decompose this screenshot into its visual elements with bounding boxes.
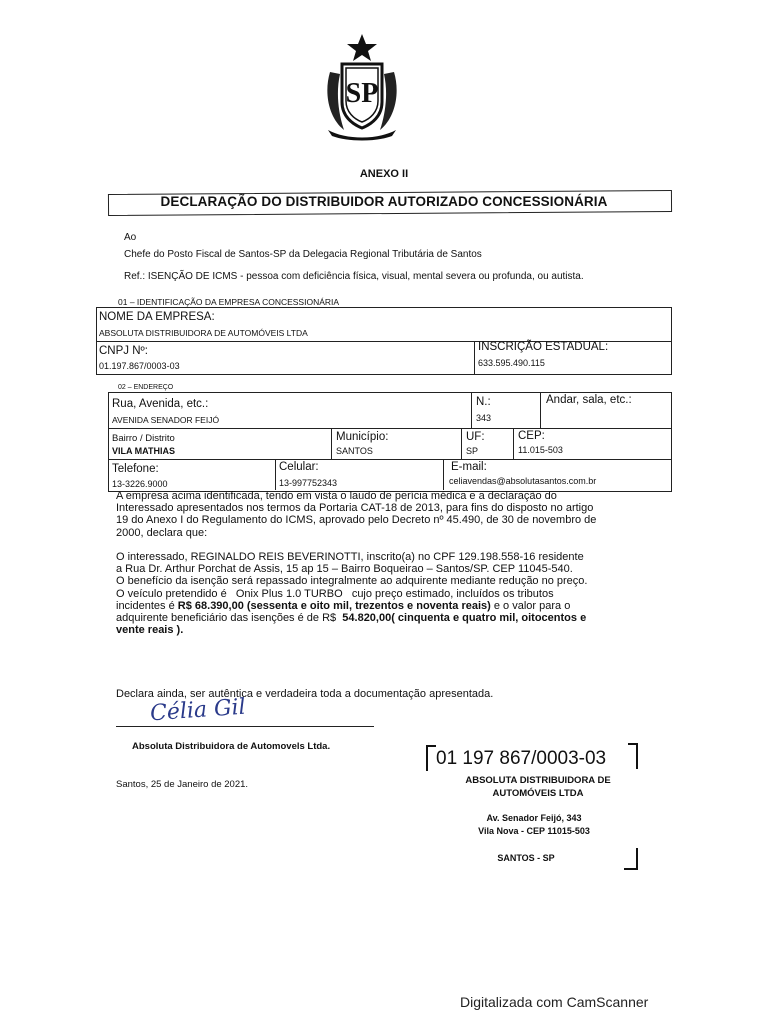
email-value: celiavendas@absolutasantos.com.br bbox=[449, 476, 597, 486]
phone-value: 13-3226.9000 bbox=[112, 479, 168, 489]
stamp-company-line2: AUTOMÓVEIS LTDA bbox=[492, 788, 584, 799]
salutation: Ao bbox=[124, 232, 137, 243]
divider bbox=[275, 459, 276, 490]
divider bbox=[108, 428, 671, 429]
cep-label: CEP: bbox=[518, 430, 545, 442]
divider bbox=[474, 341, 475, 374]
city-label: Município: bbox=[336, 431, 389, 443]
street-label: Rua, Avenida, etc.: bbox=[112, 398, 209, 410]
email-label: E-mail: bbox=[451, 461, 487, 473]
cep-value: 11.015-503 bbox=[518, 445, 563, 455]
number-value: 343 bbox=[476, 413, 492, 423]
handwritten-signature: Célia Gil bbox=[149, 694, 247, 727]
city-value: SANTOS bbox=[336, 446, 373, 456]
divider bbox=[513, 428, 514, 459]
company-name-label: NOME DA EMPRESA: bbox=[99, 311, 215, 323]
camscanner-watermark: Digitalizada com CamScanner bbox=[460, 994, 649, 1010]
divider bbox=[331, 428, 332, 459]
stamp-company-line1: ABSOLUTA DISTRIBUIDORA DE bbox=[465, 775, 611, 786]
cnpj-value: 01.197.867/0003-03 bbox=[99, 361, 180, 371]
authenticity-statement: Declara ainda, ser autêntica e verdadeira toda a documentação apresentada. bbox=[116, 688, 494, 700]
mobile-value: 13-997752343 bbox=[279, 478, 338, 488]
signer-name: Absoluta Distribuidora de Automovels Ltda. bbox=[132, 741, 331, 752]
declaration-details: O interessado, REGINALDO REIS BEVERINOTTI, inscrito(a) no CPF 129.198.558-16 residente a Rua Dr. Arthur Porchat de Assis, 15 ap 15 – Bairro Boqueirao – Santos/SP. CEP 11045-540. O benefício da isenção será repassado integralmente ao adquirente mediante redução no preço. O veículo pretendido é Onix Plus 1.0 TURBO cujo preço estimado, incluídos os tributos incidentes é R$ 68.390,00 (sessenta e oito mil, trezentos e noventa reais) e o valor para o adquirente beneficiário das isenções é de R$ 54.820,00( cinquenta e quatro mil, oitocentos e vente reais ). bbox=[116, 551, 588, 637]
section2-heading: 02 – ENDEREÇO bbox=[118, 384, 174, 391]
district-label: Bairro / Distrito bbox=[112, 433, 175, 444]
stamp-corner bbox=[426, 745, 436, 771]
signature-line bbox=[116, 726, 374, 727]
stamp-corner bbox=[624, 848, 638, 870]
street-value: AVENIDA SENADOR FEIJÓ bbox=[112, 415, 220, 425]
divider bbox=[443, 459, 444, 490]
uf-label: UF: bbox=[466, 431, 485, 443]
declaration-intro: A empresa acima identificada, tendo em vista o laudo de perícia médica e a declaração do Interessado apresentados nos termos da Portaria CAT-18 de 2013, para fins do disposto no artigo 19 do Anexo I do Regulamento do ICMS, aprovado pelo Decreto nº 45.490, de 30 de novembro de 2000, declara que: bbox=[116, 490, 597, 539]
reference: Ref.: ISENÇÃO DE ICMS - pessoa com deficiência física, visual, mental severa ou profunda, ou autista. bbox=[124, 271, 584, 282]
stamp-corner bbox=[628, 743, 638, 769]
stamp-cep: Vila Nova - CEP 11015-503 bbox=[478, 826, 590, 836]
recipient: Chefe do Posto Fiscal de Santos-SP da Delegacia Regional Tributária de Santos bbox=[124, 249, 482, 260]
stamp-cnpj: 01 197 867/0003-03 bbox=[436, 748, 607, 769]
cnpj-label: CNPJ Nº: bbox=[99, 345, 148, 357]
divider bbox=[108, 459, 671, 460]
stamp-city: SANTOS - SP bbox=[497, 853, 555, 863]
place-date: Santos, 25 de Janeiro de 2021. bbox=[116, 779, 249, 790]
company-name-value: ABSOLUTA DISTRIBUIDORA DE AUTOMÓVEIS LTDA bbox=[99, 328, 308, 338]
document-title: DECLARAÇÃO DO DISTRIBUIDOR AUTORIZADO CONCESSIONÁRIA bbox=[160, 194, 608, 209]
sao-paulo-coat-of-arms-icon bbox=[320, 32, 404, 142]
stamp-address: Av. Senador Feijó, 343 bbox=[486, 813, 582, 823]
section1-heading: 01 – IDENTIFICAÇÃO DA EMPRESA CONCESSIONÁRIA bbox=[118, 297, 340, 307]
divider bbox=[471, 392, 472, 428]
divider bbox=[540, 392, 541, 428]
mobile-label: Celular: bbox=[279, 461, 319, 473]
phone-label: Telefone: bbox=[112, 463, 159, 475]
svg-text:SP: SP bbox=[345, 78, 379, 109]
annex-label: ANEXO II bbox=[359, 168, 409, 180]
state-registration-value: 633.595.490.115 bbox=[478, 358, 545, 368]
district-value: VILA MATHIAS bbox=[112, 446, 175, 456]
floor-label: Andar, sala, etc.: bbox=[546, 394, 632, 406]
state-registration-label: INSCRIÇÃO ESTADUAL: bbox=[478, 341, 609, 353]
divider bbox=[461, 428, 462, 459]
uf-value: SP bbox=[466, 446, 479, 456]
number-label: N.: bbox=[476, 396, 491, 408]
